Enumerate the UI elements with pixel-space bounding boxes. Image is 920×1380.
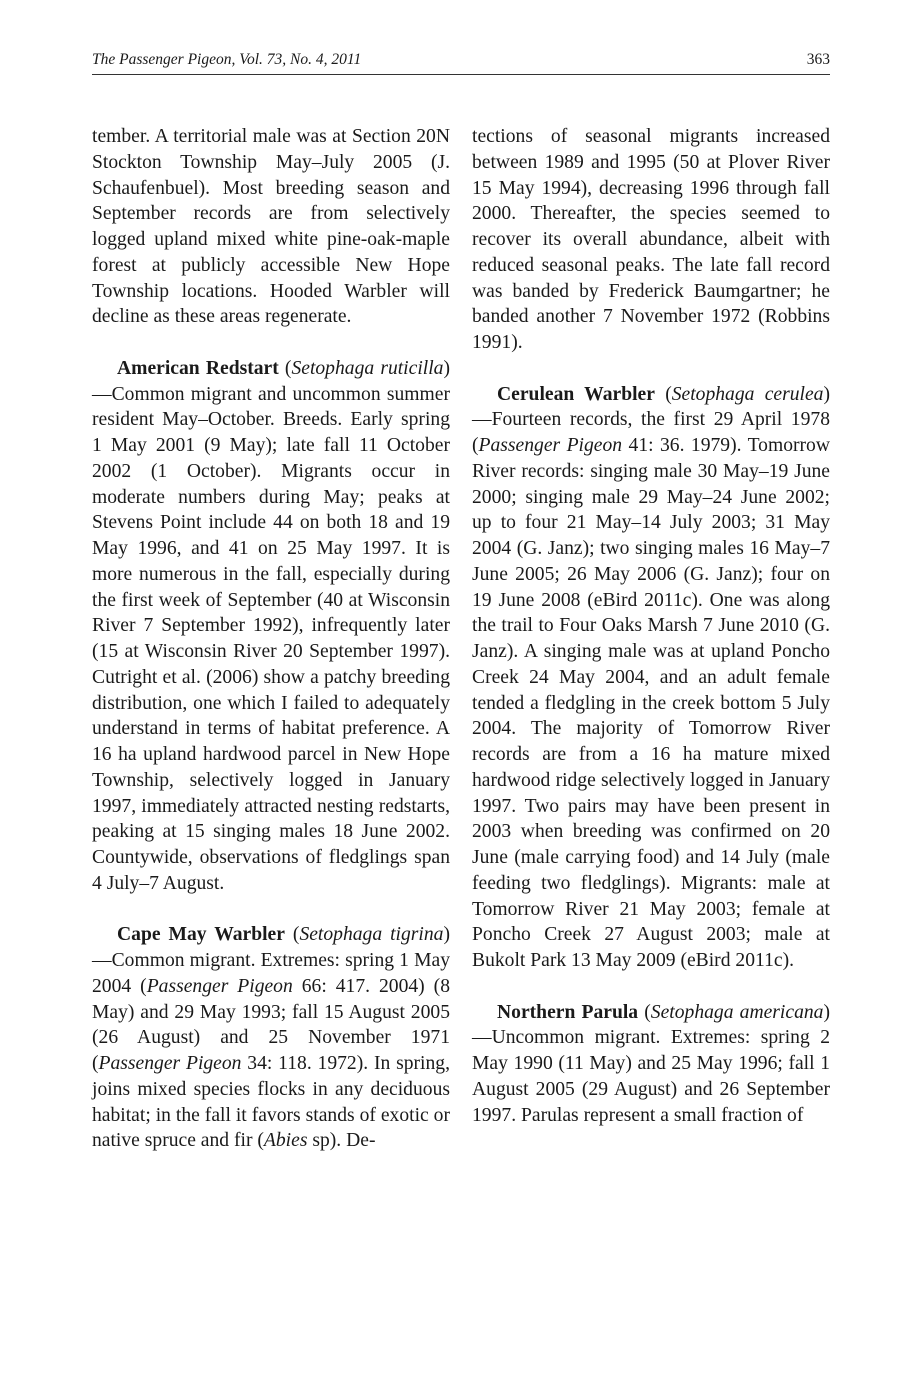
page-number: 363 bbox=[806, 51, 830, 68]
cape-may-warbler-continuation: tections of seasonal migrants increased between 1989 and 1995 (50 at Plover River 15 May 1994), decreasing 1996 through fall 2000. Thereafter, the species seemed to recover its overall abundance, albeit with reduced seasonal peaks. The late fall record was banded by Frederick Baumgartner; he banded another 7 November 1972 (Robbins 1991). bbox=[472, 126, 830, 353]
species-entry-american-redstart: American Redstart (Setophaga ruticilla)—Common migrant and uncommon summer resident May–October. Breeds. Early spring 1 May 2001 (9 May); late fall 11 October 2002 (1 October). Migrants occur in moderate numbers during May; peaks at Stevens Point include 44 on both 18 and 19 May 1996, and 41 on 25 May 1997. It is more numerous in the fall, especially during the first week of September (40 at Wisconsin River 7 September 1992), infrequently later (15 at Wisconsin River 20 September 1997). Cutright et al. (2006) show a patchy breeding distribution, one which I failed to adequately understand in terms of habitat preference. A 16 ha upland hardwood parcel in New Hope Township, selectively logged in January 1997, immediately attracted nesting redstarts, peaking at 15 singing males 18 June 2002. Countywide, observations of fledglings span 4 July–7 August. bbox=[92, 357, 450, 894]
scientific-name: Setophaga cerulea bbox=[671, 383, 824, 405]
journal-title: Passenger Pigeon bbox=[478, 435, 623, 456]
right-column bbox=[472, 124, 830, 1128]
species-name: Cerulean Warbler bbox=[497, 383, 655, 405]
scientific-name: Setophaga americana bbox=[650, 1001, 824, 1023]
species-entry-cerulean-warbler: Cerulean Warbler (Setophaga cerulea)—Fourteen records, the first 29 April 1978 (Passenger Pigeon 41: 36. 1979). Tomorrow River records: singing male 30 May–19 June 2000; singing male 29 May–24 June 2002; up to four 21 May–14 July 2003; 31 May 2004 (G. Janz); two singing males 16 May–7 June 2005; 26 May 2006 (G. Janz); four on 19 June 2008 (eBird 2011c). One was along the trail to Four Oaks Marsh 7 June 2010 (G. Janz). A singing male was at upland Poncho Creek 24 May 2004, and an adult female tended a fledgling in the creek bottom 5 July 2004. The majority of Tomorrow River records are from a 16 ha mature mixed hardwood ridge selectively logged in January 1997. Two pairs may have been present in 2003 when breeding was confirmed on 20 June (male carrying food) and 14 July (male feeding two fledglings). Migrants: male at Tomorrow River 21 May 2003; female at Poncho Creek 27 August 2003; male at Bukolt Park 13 May 2009 (eBird 2011c). bbox=[472, 383, 831, 971]
scientific-name: Setophaga tigrina bbox=[299, 924, 444, 946]
species-entry-northern-parula: Northern Parula (Setophaga americana)—Uncommon migrant. Extremes: spring 2 May 1990 (11 May) and 25 May 1996; fall 1 August 2005 (29 August) and 26 September 1997. Parulas represent a small fraction of bbox=[472, 1001, 830, 1126]
species-account: )—Uncommon migrant. Extremes: spring 2 May 1990 (11 May) and 25 May 1996; fall 1 August 2005 (29 August) and 26 September 1997. Parulas represent a small fraction of bbox=[472, 1001, 830, 1126]
genus-name: Abies bbox=[263, 1130, 308, 1152]
species-account: )—Common migrant and uncommon summer resident May–October. Breeds. Early spring 1 May 2001 (9 May); late fall 11 October 2002 (1 October). Migrants occur in moderate numbers during May; peaks at Stevens Point include 44 on both 18 and 19 May 1996, and 41 on 25 May 1997. It is more numerous in the fall, especially during the first week of September (40 at Wisconsin River 7 September 1992), infrequently later (15 at Wisconsin River 20 September 1997). Cutright et al. (2006) show a patchy breeding distribution, one which I failed to adequately understand in terms of habitat preference. A 16 ha upland hardwood parcel in New Hope Township, selectively logged in January 1997, immediately attracted nesting redstarts, peaking at 15 singing males 18 June 2002. Countywide, observations of fledglings span 4 July–7 August. bbox=[92, 357, 450, 894]
running-header bbox=[92, 48, 830, 75]
scientific-name: Setophaga ruticilla bbox=[291, 357, 444, 379]
species-name: Northern Parula bbox=[497, 1001, 639, 1023]
species-name: American Redstart bbox=[117, 357, 279, 379]
left-column bbox=[92, 124, 450, 1154]
journal-citation: The Passenger Pigeon, Vol. 73, No. 4, 2011 bbox=[92, 51, 362, 68]
hooded-warbler-continuation: tember. A territorial male was at Section 20N Stockton Township May–July 2005 (J. Schaufenbuel). Most breeding season and September records are from selectively logged upland mixed white pine-oak-maple forest at publicly accessible New Hope Township locations. Hooded Warbler will decline as these areas regenerate. bbox=[92, 126, 450, 328]
journal-title: Passenger Pigeon bbox=[98, 1053, 242, 1074]
journal-title: Passenger Pigeon bbox=[146, 975, 293, 997]
species-name: Cape May Warbler bbox=[117, 924, 285, 946]
species-entry-cape-may-warbler: Cape May Warbler (Setophaga tigrina)—Common migrant. Extremes: spring 1 May 2004 (Passenger Pigeon 66: 417. 2004) (8 May) and 29 May 1993; fall 15 August 2005 (26 August) and 25 November 1971 (Passenger Pigeon 34: 118. 1972). In spring, joins mixed species flocks in any deciduous habitat; in the fall it favors stands of exotic or native spruce and fir (Abies sp). De- bbox=[92, 924, 450, 1152]
